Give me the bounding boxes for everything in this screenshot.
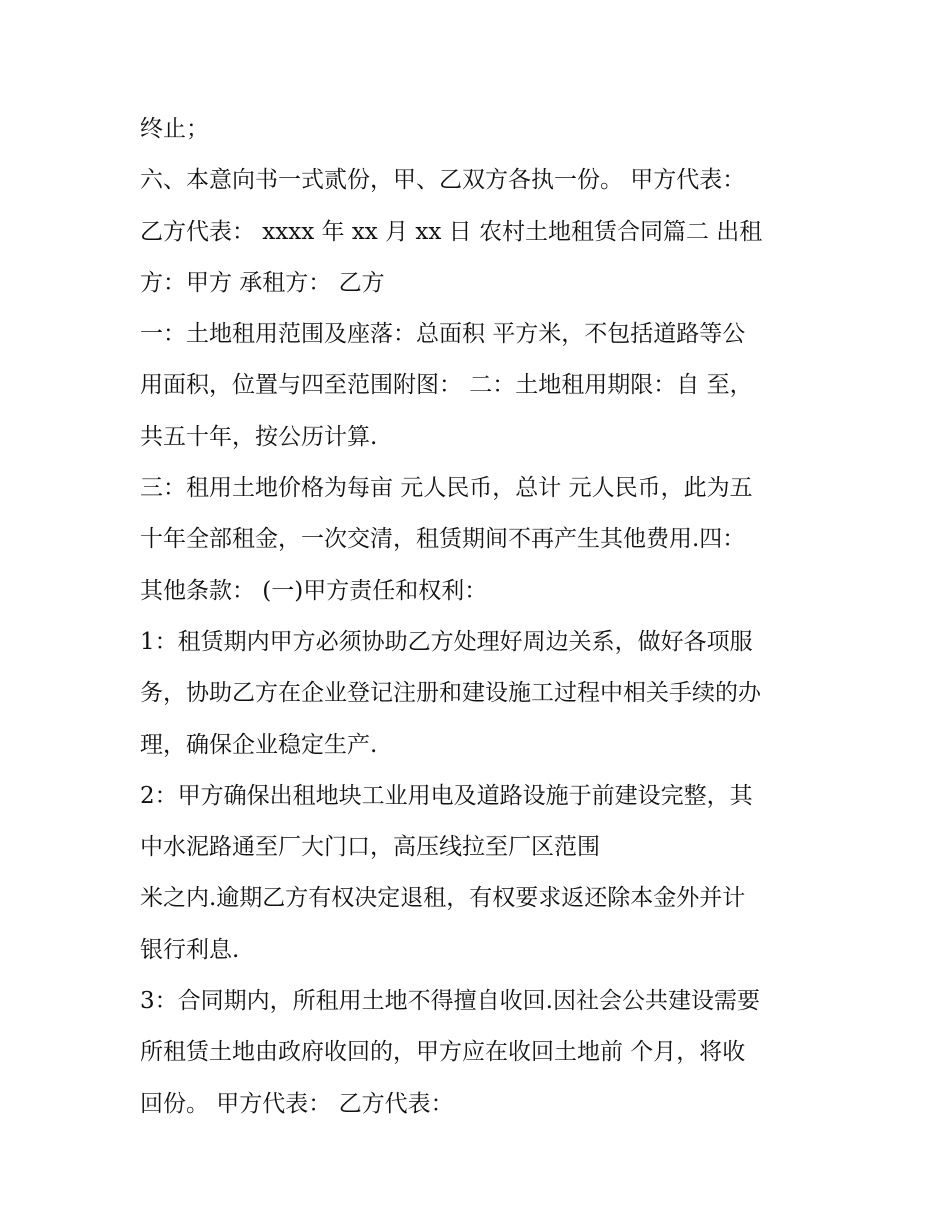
text-line: 回份。 甲方代表： 乙方代表： (140, 1090, 454, 1117)
text-line: 务，协助乙方在企业登记注册和建设施工过程中相关手续的办 (140, 680, 761, 707)
text-line: 六、本意向书一式贰份，甲、乙双方各执一份。 甲方代表： (140, 167, 746, 194)
text-line: 十年全部租金，一次交清，租赁期间不再产生其他费用.四： (140, 526, 746, 553)
text-line: 共五十年，按公历计算. (140, 423, 378, 450)
text-line: 1：租赁期内甲方必须协助乙方处理好周边关系，做好各项服 (140, 628, 753, 655)
text-line: 银行利息. (140, 936, 240, 963)
text-line: 用面积，位置与四至范围附图： 二：土地租用期限：自 至， (140, 372, 753, 399)
text-line: 中水泥路通至厂大门口，高压线拉至厂区范围 (140, 834, 600, 861)
text-line: 理，确保企业稳定生产. (140, 731, 378, 758)
text-line: 3：合同期内，所租用土地不得擅自收回.因社会公共建设需要 (140, 988, 760, 1015)
document-body (140, 104, 820, 1130)
text-line: 所租赁土地由政府收回的，甲方应在收回土地前 个月，将收 (140, 1039, 746, 1066)
text-line: 一：土地租用范围及座落：总面积 平方米，不包括道路等公 (140, 321, 746, 348)
text-line: 其他条款： (一)甲方责任和权利： (140, 577, 488, 604)
text-line: 三：租用土地价格为每亩 元人民币，总计 元人民币，此为五 (140, 475, 753, 502)
text-line: 终止； (140, 116, 209, 142)
text-line: 乙方代表： xxxx 年 xx 月 xx 日 农村土地租赁合同篇二 出租 (140, 218, 763, 245)
text-line: 米之内.逾期乙方有权决定退租，有权要求返还除本金外并计 (140, 885, 746, 912)
text-line: 方：甲方 承租方： 乙方 (140, 269, 385, 296)
text-line: 2：甲方确保出租地块工业用电及道路设施于前建设完整，其 (140, 782, 753, 809)
